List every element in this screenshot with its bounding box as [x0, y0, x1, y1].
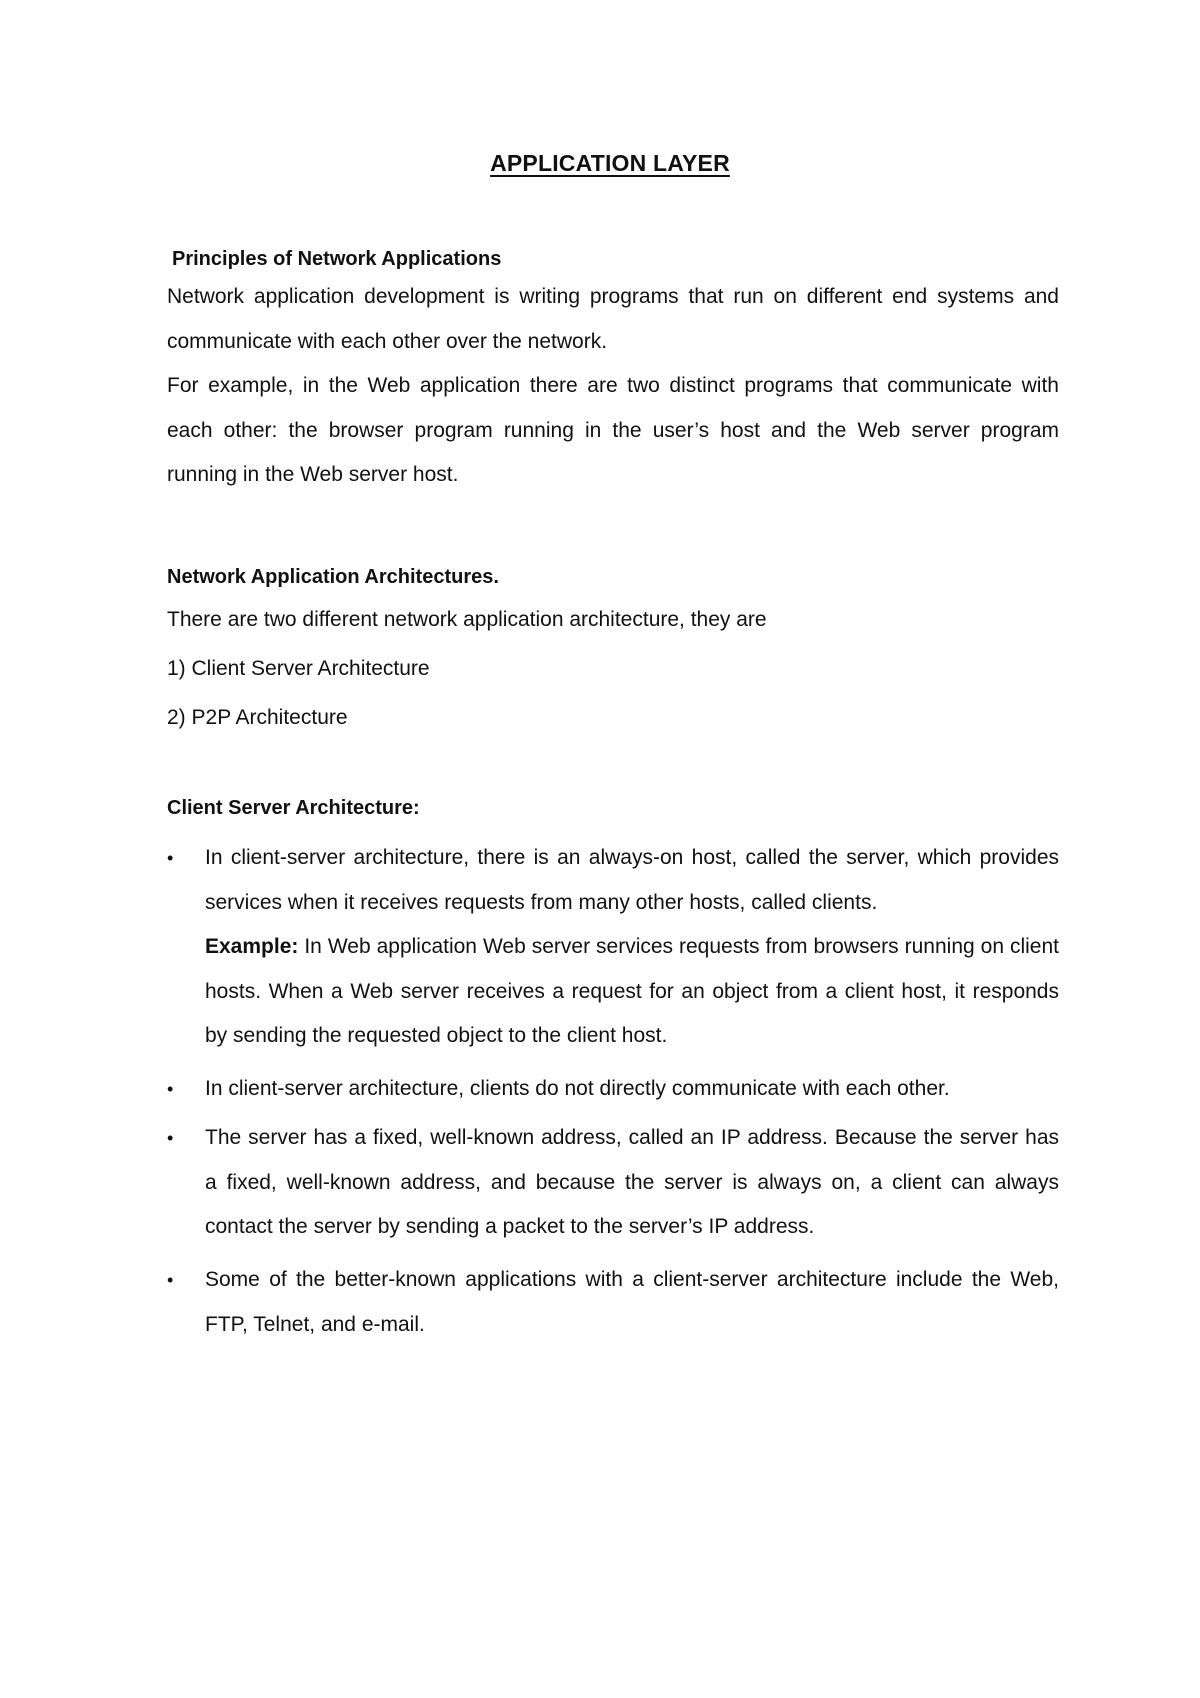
example-text: In Web application Web server services requests from browsers running on client hosts. When a Web server receives a request for an object from a client host, it responds by sending the requested object to the client host.: [205, 935, 1059, 1047]
bullet-text-always-on-host: In client-server architecture, there is an always-on host, called the server, which provides services when it receives requests from many other hosts, called clients.: [205, 846, 1059, 914]
bullet-text-fixed-ip-address: The server has a fixed, well-known address, called an IP address. Because the server has a fixed, well-known address, and because the server is always on, a client can always contact the server by sending a packet to the server’s IP address.: [205, 1126, 1059, 1238]
example-label: Example:: [205, 935, 299, 958]
section-heading-client-server: Client Server Architecture:: [167, 797, 420, 819]
bullet-text-better-known-apps: Some of the better-known applications with a client-server architecture include the Web, FTP, Telnet, and e-mail.: [205, 1268, 1059, 1336]
bullet-marker: •: [167, 1079, 174, 1099]
bullet-marker: •: [167, 1270, 174, 1290]
page-title: APPLICATION LAYER: [490, 150, 730, 176]
architectures-intro: There are two different network application architecture, they are: [167, 608, 767, 631]
example-block: [205, 925, 1059, 1059]
bullet-marker: •: [167, 848, 174, 868]
list-item-p2p: 2) P2P Architecture: [167, 706, 348, 729]
section-heading-architectures: Network Application Architectures.: [167, 566, 499, 588]
paragraph-network-app-development: Network application development is writing programs that run on different end systems and communicate with each other over the network.: [167, 285, 1059, 353]
paragraph-web-example: For example, in the Web application there are two distinct programs that communicate with each other: the browser program running in the user’s host and the Web server program running in the Web server host.: [167, 374, 1059, 486]
bullet-text-no-direct-communication: In client-server architecture, clients do not directly communicate with each other.: [205, 1077, 950, 1100]
section-heading-principles: Principles of Network Applications: [172, 248, 502, 270]
list-item-client-server: 1) Client Server Architecture: [167, 657, 430, 680]
bullet-marker: •: [167, 1128, 174, 1148]
